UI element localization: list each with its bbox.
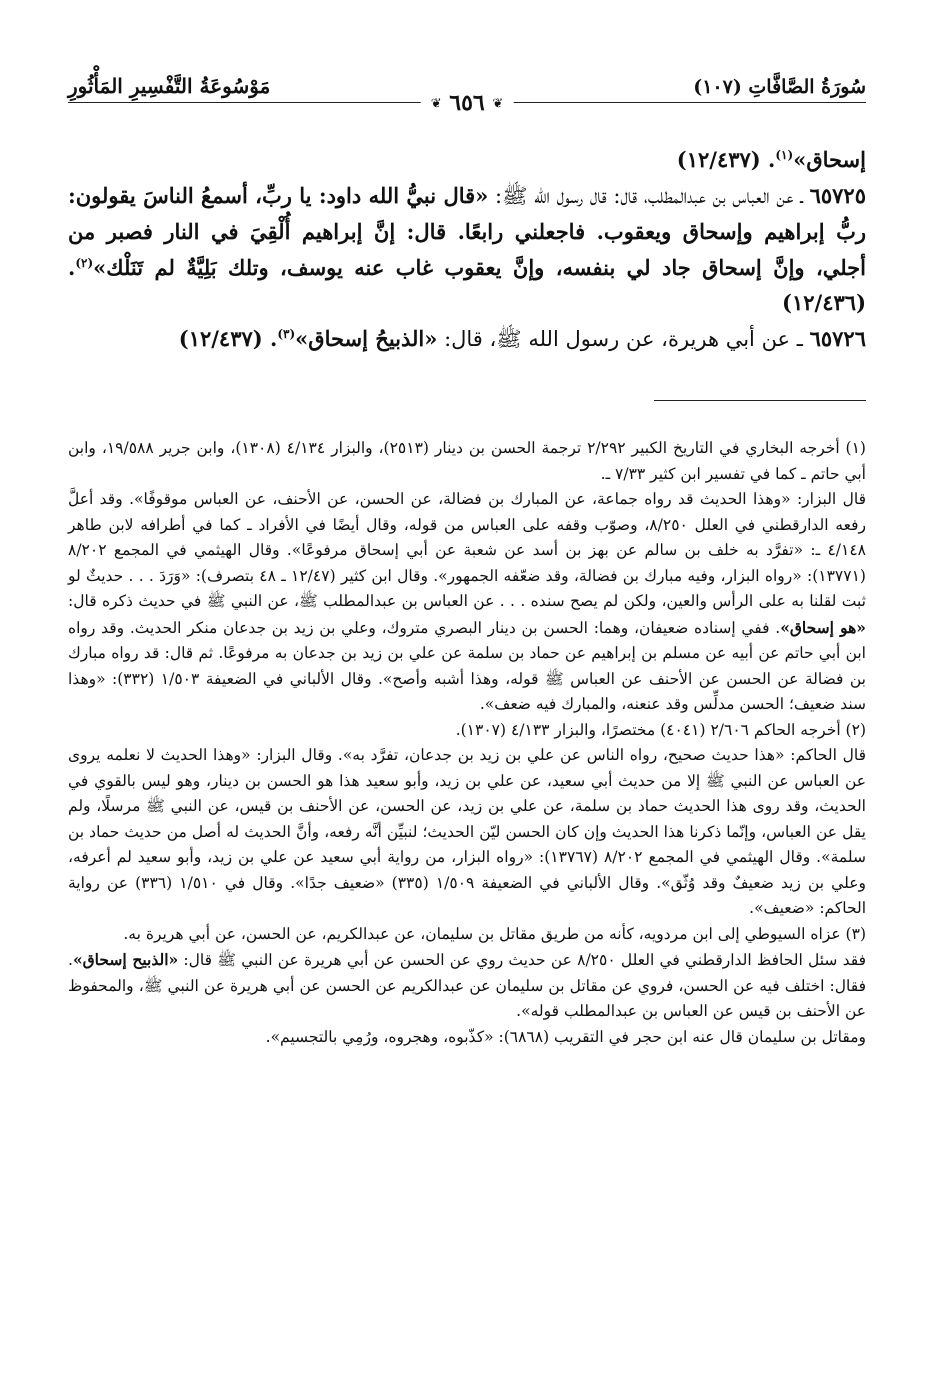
footnote-separator [654,400,866,401]
continuation-line: إسحاق»$^{(١)}$. (١٢/٤٣٧) [676,147,866,172]
footnote-3-commentary: فقد سئل الحافظ الدارقطني في العلل ٨/٢٥٠ عن حديث روي عن الحسن عن أبي هريرة عن النبي ﷺ قال: «الذبيح إسحاق». فقال: اختلف فيه عن الحسن، فروي عن مقاتل بن سليمان عن عبدالكريم عن الحسن عن أبي هريرة عن النبي ﷺ، والمحفوظ عن الأحنف بن قيس عن العباس بن عبدالمطلب قوله». [68,950,866,1020]
volume-reference: . (١٢/٤٣٧) [178,325,278,351]
ornament-icon: ❦ [430,96,442,112]
hadith-text: «الذبيحُ إسحاق» [295,325,438,351]
footnote-1-commentary: قال البزار: «وهذا الحديث قد رواه جماعة، عن المبارك بن فضالة، عن الحسن، عن الأحنف، عن العباس موقوفًا». وقد أعلَّ رفعه الدارقطني في العلل ٨/٢٥٠، وصوّب وقفه على العباس من قوله، وقال أيضًا في الأفراد ـ كما في أطرافه لابن طاهر ٤/١٤٨ ـ: «تفرَّد به خلف بن سالم عن بهز بن أسد عن شعبة عن أبي إسحاق مرفوعًا». وقال الهيثمي في المجمع ٨/٢٠٢ (١٣٧٧١): «رواه البزار، وفيه مبارك بن فضالة، وقد ضعّفه الجمهور». وقال ابن كثير (١٢/٤٧ ـ ٤٨ بتصرف): «وَرَدَ . . . حديثٌ لو ثبت لقلنا به على الرأس والعين، ولكن لم يصح سنده . . . عن العباس بن عبدالمطلب ﷺ، عن النبي ﷺ في حديث ذكره قال: «هو إسحاق». ففي إسناده ضعيفان، وهما: الحسن بن دينار البصري متروك، وعلي بن زيد بن جدعان منكر الحديث. وقد رواه ابن أبي حاتم عن أبيه عن مسلم بن إبراهيم عن حماد بن سلمة عن علي بن زيد بن جدعان به مرفوعًا. ثم قال: قد رواه مبارك بن فضالة عن الحسن عن الأحنف عن العباس ﷺ قوله، وهذا أشبه وأصح». وقال الألباني في الضعيفة ١/٥٠٣ (٣٣٢): «وهذا سند ضعيف؛ الحسن مدلِّس وقد عنعنه، والمبارك فيه ضعف». [68,490,866,713]
hadith-chain: ـ عن العباس بن عبدالمطلب، قال: قال رسول الله ﷺ: [488,183,810,208]
volume-reference: . (١٢/٤٣٧) [676,147,776,172]
footnote-marker: (١) [775,148,794,162]
main-text [68,142,866,357]
hadith-number: ٦٥٧٢٦ [809,325,866,351]
hadith-entry [68,178,866,321]
footnote-1-source: (١) أخرجه البخاري في التاريخ الكبير ٢/٢٩٢ ترجمة الحسن بن دينار (٢٥١٣)، والبزار ٤/١٣٤ (١٣٠٨)، وابن جرير ١٩/٥٨٨، وابن أبي حاتم ـ كما في تفسير ابن كثير ٧/٣٣ ـ. [68,439,866,483]
footnote-marker: (٢) [75,255,94,270]
hadith-number: ٦٥٧٢٥ [809,182,866,208]
book-title: مَوْسُوعَةُ التَّفْسِيرِ المَأْثُورِ [68,74,271,98]
ornament-icon: ❦ [492,96,504,112]
page-number: ٦٥٦ [449,90,485,116]
footnote-3-source: (٣) عزاه السيوطي إلى ابن مردويه، كأنه من طريق مقاتل بن سليمان، عن عبدالكريم، عن الحسن، عن أبي هريرة به. [123,924,866,943]
volume-reference: . (١٢/٤٣٦) [68,254,866,315]
footnotes [68,436,866,1050]
footnote-2-commentary: قال الحاكم: «هذا حديث صحيح، رواه الناس عن علي بن زيد بن جدعان، تفرَّد به». وقال البزار: «وهذا الحديث لا نعلمه يروى عن العباس عن النبي ﷺ إلا من حديث أبي سعيد، عن علي بن زيد، وأبو سعيد هذا هو الحسن بن دينار، وهو ليس بالقوي في الحديث، وقد روى هذا الحديث حماد بن سلمة، عن علي بن زيد، عن الحسن، عن الأحنف بن قيس، عن النبي ﷺ مرسلًا، ولم يقل عن العباس، وإنّما ذكرنا هذا الحديث وإن كان الحسن ليّن الحديث؛ لنبيِّن أنَّه رفعه، وأنَّ الحديث له أصل من حديث حماد بن سلمة». وقال الهيثمي في المجمع ٨/٢٠٢ (١٣٧٦٧): «رواه البزار، من رواية أبي سعيد عن علي بن زيد، وأبو سعيد لم أعرفه، وعلي بن زيد ضعيفٌ وقد وُثّق». وقال الألباني في الضعيفة ١/٥٠٩ (٣٣٥) «ضعيف جدًا». وقال في ١/٥١٠ (٣٣٦) عن رواية الحاكم: «ضعيف». [68,746,866,917]
surah-title: سُورَةُ الصَّافَّاتِ (١٠٧) [693,76,866,98]
page-number-block [421,90,514,116]
footnote-2-source: (٢) أخرجه الحاكم ٢/٦٠٦ (٤٠٤١) مختصرًا، والبزار ٤/١٣٣ (١٣٠٧). [455,720,866,739]
hadith-entry [68,321,866,358]
footnote-3-note: ومقاتل بن سليمان قال عنه ابن حجر في التقريب (٦٨٦٨): «كذّبوه، وهجروه، ورُمِي بالتجسيم». [265,1027,866,1046]
running-header [68,68,866,116]
hadith-chain: ـ عن أبي هريرة، عن رسول الله ﷺ، قال: [437,326,810,351]
footnote-marker: (٣) [277,326,296,341]
hadith-text: «قال نبيُّ الله داود: يا ربِّ، أسمعُ الناسَ يقولون: ربُّ إبراهيم وإسحاق ويعقوب. فاجعلني رابعًا. قال: إنَّ إبراهيم أُلْقِيَ في النار فصبر من أجلي، وإنَّ إسحاق جاد لي بنفسه، وإنَّ يعقوب غاب عنه يوسف، وتلك بَلِيَّةٌ لم تَنَلْك» [68,182,866,280]
